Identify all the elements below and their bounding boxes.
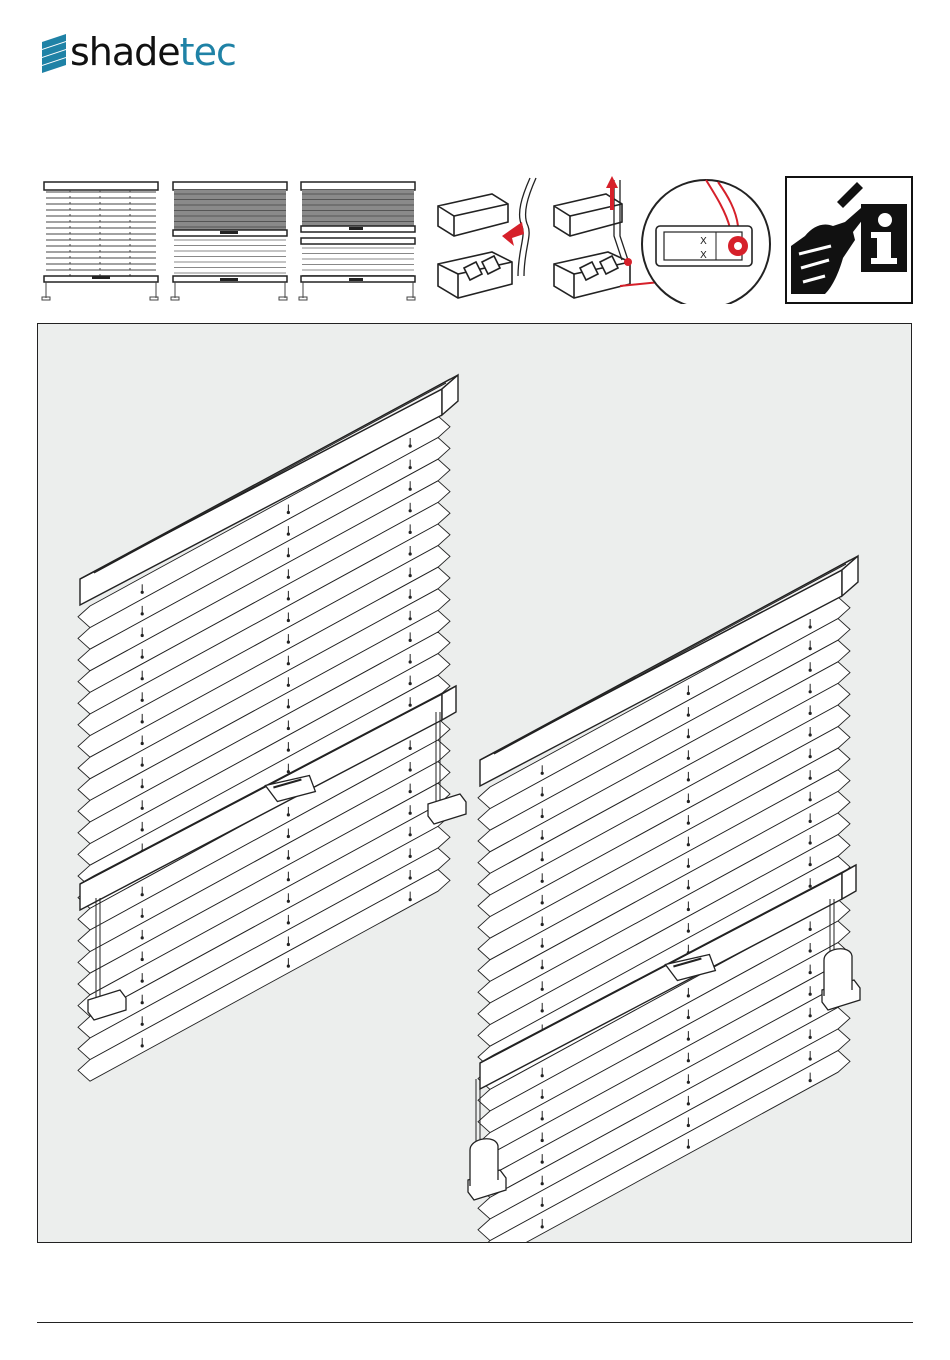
cord-clip-insert-icon [430,176,545,304]
left-pleated-blind [78,375,466,1081]
right-pleated-blind [468,556,860,1242]
installation-illustration [37,323,912,1243]
day-night-blind-icon [170,176,290,304]
zoom-detail-icon [620,176,775,304]
logo-wordmark: shadetec [70,30,236,74]
footer-divider [37,1322,913,1323]
blind-illustration-svg [38,324,911,1242]
info-hand-icon [785,176,913,304]
detail-label-x2: X [700,250,707,261]
detail-label-x1: X [700,236,707,247]
pleated-blind-icon [40,176,162,304]
duo-blind-icon [297,176,419,304]
